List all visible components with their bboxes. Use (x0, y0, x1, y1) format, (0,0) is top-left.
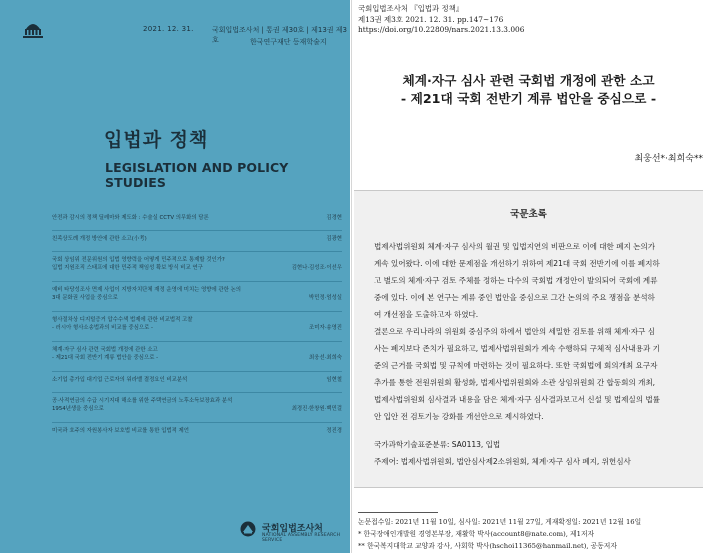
toc-author: 최경진·한창원·백민걸 (291, 406, 342, 412)
publisher-name-english: NATIONAL ASSEMBLY RESEARCH SERVICE (262, 533, 341, 543)
toc-subtitle: 1954년생을 중심으로 (52, 406, 104, 412)
article-authors: 최웅선*·최희숙** (634, 154, 703, 164)
toc-item (52, 376, 342, 397)
abstract-line: 준의 근거를 국회법 및 규칙에 마련하는 것이 필요하다. 또한 국회법에 회의개최 요구자 (374, 361, 658, 370)
toc-author: 임현철 (326, 377, 342, 383)
table-of-contents (52, 214, 342, 448)
doi-link[interactable]: https://doi.org/10.22809/nars.2021.13.3.006 (358, 25, 525, 34)
classification-line: 국가과학기술표준분류: SA0113, 입법 (374, 440, 501, 449)
footnote-dates: 논문접수일: 2021년 11월 10일, 심사일: 2021년 11월 27일, 게재확정일: 2021년 12월 16일 (358, 518, 642, 526)
cover-title-english: LEGISLATION AND POLICY STUDIES (105, 160, 289, 190)
footnote-co-author: ** 한국복지대학교 교양과 강사, 사회학 박사(hschoi11365@hanmail.net), 공동저자 (358, 542, 617, 550)
toc-author: 박민정·엄성실 (309, 295, 342, 301)
toc-title: 소기업 총가입 대기업 근로자의 워라밸 결정요인 비교분석 (52, 377, 188, 383)
article-page (351, 0, 704, 553)
toc-author: 최웅선·최희숙 (309, 355, 342, 361)
abstract-heading: 국문초록 (510, 209, 547, 220)
toc-divider (52, 371, 342, 372)
toc-title: 미국과 호주의 자원봉사자 보호법 비교를 통한 입법적 제언 (52, 428, 189, 434)
journal-name: 국회입법조사처 『입법과 정책』 (358, 4, 464, 13)
footnote-first-author: * 한국장애인개발원 경영본부장, 재활학 박사(account8@nate.com), 제1저자 (358, 530, 595, 538)
abstract-line: 결론으로 우리나라의 위원회 중심주의 하에서 법안의 세밀한 검토를 위해 체계·자구 심 (374, 327, 655, 336)
toc-title: 친족상도례 개정 방안에 관한 소고(小考) (52, 236, 147, 242)
keywords-line: 주제어: 법제사법위원회, 법안심사제2소위원회, 체계·자구 심사 폐지, 위헌심사 (374, 457, 631, 466)
national-assembly-emblem-icon (22, 18, 44, 40)
toc-title: 국회 상임위 전문위원의 입법 영향력을 어떻게 민주적으로 통제할 것인가? (52, 257, 225, 263)
toc-title: 형사절차상 디지털증거 압수수색 법제에 관한 비교법적 고찰 (52, 317, 193, 323)
abstract-line: 사는 폐지보다 존치가 필요하고, 법제사법위원회가 계속 수행하되 구체적 심사내용과 기 (374, 344, 660, 353)
toc-subtitle: - 러시아 형사소송법과의 비교를 중심으로 - (52, 325, 153, 331)
toc-author: 김현나·김성조·이선우 (291, 265, 342, 271)
article-subtitle-line: - 제21대 국회 전반기 계류 법안을 중심으로 - (400, 91, 657, 106)
abstract-line: 추가를 통한 전원위원회 활성화, 법제사법위원회와 소관 상임위원회 간 합동회의 개최, (374, 378, 655, 387)
cover-title-korean: 입법과 정책 (104, 129, 209, 151)
toc-title: 공·사적연금의 수급 시기지대 해소를 위한 주택연금의 노후소득보장효과 분석 (52, 398, 233, 404)
toc-item (52, 235, 342, 256)
toc-author: 조미자·송영진 (309, 325, 342, 331)
abstract-line: 중에 있다. 이에 본 연구는 계류 중인 법안을 중심으로 그간 논의의 주요 쟁점을 분석하 (374, 293, 655, 302)
toc-item (52, 427, 342, 448)
journal-cover (0, 0, 350, 553)
toc-subtitle: - 제21대 국회 전반기 계류 법안을 중심으로 - (52, 355, 159, 361)
toc-divider (52, 311, 342, 312)
abstract-line: 안 입안 전 검토기능 강화를 개선안으로 제시하였다. (374, 412, 544, 421)
toc-author: 김광현 (326, 236, 342, 242)
toc-subtitle: 입법 지원조직 스태프에 대한 민주적 책임성 확보 방식 비교 연구 (52, 265, 203, 271)
publisher-name: 국회입법조사처 (262, 524, 323, 534)
article-title-line: 체계·자구 심사 관련 국회법 개정에 관한 소고 (402, 73, 655, 88)
toc-item (52, 214, 342, 235)
abstract-box (354, 190, 703, 488)
toc-divider (52, 251, 342, 252)
volume-pages: 제13권 제3호 2021. 12. 31. pp.147~176 (358, 14, 504, 24)
abstract-line: 계속 있어왔다. 이에 대한 문제점을 개선하기 위하여 제21대 국회 전반기에 이를 폐지하 (374, 259, 660, 268)
toc-title: 안전과 감시의 정책 딜레마와 제도화 : 수술실 CCTV 의무화의 담론 (52, 215, 209, 221)
toc-divider (52, 392, 342, 393)
toc-divider (52, 281, 342, 282)
journal-header (358, 4, 524, 36)
toc-divider (52, 230, 342, 231)
cover-issue: 국회입법조사처 | 통권 제30호 | 제13권 제3호 (212, 26, 348, 44)
article-title (352, 72, 704, 108)
abstract-line: 법제사법위원회 심사결과 내용을 담은 체계·자구 심사결과보고서 신설 및 법제실의 법률 (374, 395, 660, 404)
toc-subtitle: 3대 문화권 사업을 중심으로 (52, 295, 118, 301)
toc-author: 김경현 (326, 215, 342, 221)
toc-author: 정진경 (326, 428, 342, 434)
toc-title: 예비 타당성조사 면제 사업이 지방자치단체 재정 운영에 미치는 영향에 관한 논의 (52, 287, 241, 293)
toc-divider (52, 422, 342, 423)
footnote-divider (358, 512, 438, 513)
abstract-line: 고 별도의 체계·자구 검토 주체를 정하는 다수의 국회법 개정안이 발의되어 국회에 계류 (374, 276, 658, 285)
publisher-logo-icon (240, 521, 256, 537)
cover-society: 한국연구재단 등재학술지 (250, 38, 327, 46)
abstract-line: 법제사법위원회 체계·자구 심사의 월권 및 입법지연의 비판으로 이에 대한 폐지 논의가 (374, 242, 655, 251)
abstract-line: 여 개선점을 도출하고자 하였다. (374, 310, 479, 319)
cover-date: 2021. 12. 31. (143, 25, 194, 33)
toc-divider (52, 341, 342, 342)
toc-title: 체계·자구 심사 관련 국회법 개정에 관한 소고 (52, 347, 158, 353)
